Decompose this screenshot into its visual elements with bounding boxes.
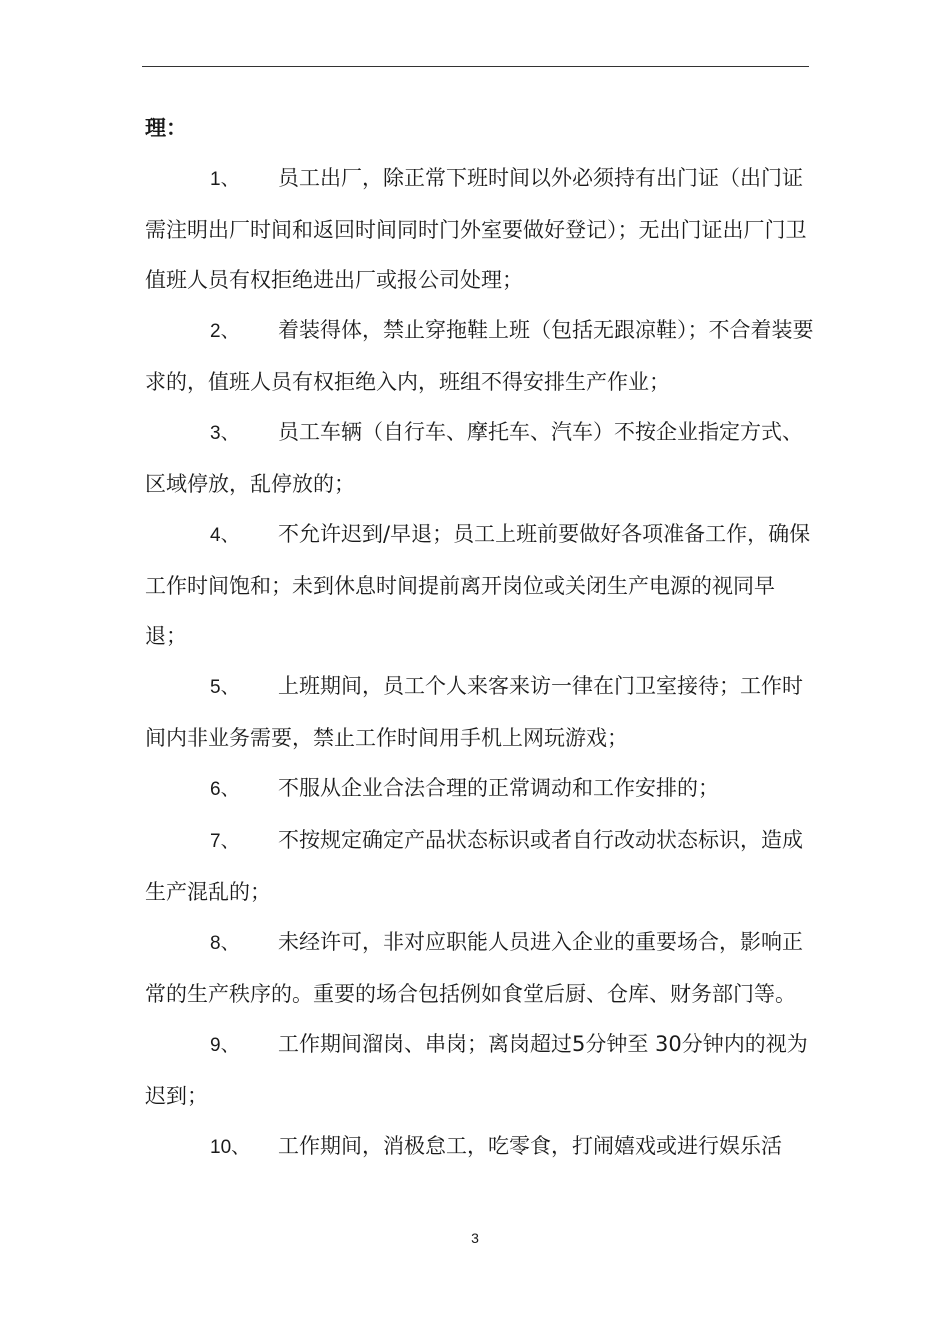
list-item bbox=[145, 153, 815, 305]
list-item bbox=[145, 407, 815, 509]
list-item bbox=[145, 815, 815, 917]
list-item bbox=[145, 1121, 815, 1173]
header-rule bbox=[142, 66, 809, 67]
item-text: 员工出厂，除正常下班时间以外必须持有出门证（出门证需注明出厂时间和返回时间同时门外室要做好登记）；无出门证出厂门卫值班人员有权拒绝进出厂或报公司处理； bbox=[145, 166, 807, 292]
item-text: 工作期间，消极怠工，吃零食，打闹嬉戏或进行娱乐活 bbox=[278, 1134, 782, 1158]
item-number: 7、 bbox=[210, 831, 240, 852]
section-heading: 理： bbox=[145, 116, 187, 140]
item-text: 不服从企业合法合理的正常调动和工作安排的； bbox=[278, 776, 719, 800]
item-number: 1、 bbox=[210, 169, 240, 190]
page-number: 3 bbox=[471, 1230, 479, 1246]
item-number: 5、 bbox=[210, 677, 240, 698]
item-number: 8、 bbox=[210, 933, 240, 954]
document-body bbox=[145, 103, 815, 1173]
list-item bbox=[145, 509, 815, 661]
item-number: 10、 bbox=[210, 1137, 251, 1158]
item-text: 着装得体，禁止穿拖鞋上班（包括无跟凉鞋）；不合着装要求的，值班人员有权拒绝入内，班组不得安排生产作业； bbox=[145, 318, 814, 394]
item-text: 不允许迟到/早退；员工上班前要做好各项准备工作，确保工作时间饱和；未到休息时间提前离开岗位或关闭生产电源的视同早退； bbox=[145, 522, 811, 648]
item-number: 4、 bbox=[210, 525, 240, 546]
list-item bbox=[145, 661, 815, 763]
item-number: 9、 bbox=[210, 1035, 240, 1056]
item-text: 员工车辆（自行车、摩托车、汽车）不按企业指定方式、区域停放，乱停放的； bbox=[145, 420, 803, 496]
list-item bbox=[145, 305, 815, 407]
list-item bbox=[145, 917, 815, 1019]
item-text: 上班期间，员工个人来客来访一律在门卫室接待；工作时间内非业务需要，禁止工作时间用手机上网玩游戏； bbox=[145, 674, 803, 750]
item-number: 3、 bbox=[210, 423, 240, 444]
item-number: 2、 bbox=[210, 321, 240, 342]
item-text: 不按规定确定产品状态标识或者自行改动状态标识，造成生产混乱的； bbox=[145, 828, 803, 904]
item-number: 6、 bbox=[210, 779, 240, 800]
item-text: 工作期间溜岗、串岗；离岗超过5分钟至 30分钟内的视为迟到； bbox=[145, 1032, 808, 1108]
item-text: 未经许可，非对应职能人员进入企业的重要场合，影响正常的生产秩序的。重要的场合包括例如食堂后厨、仓库、财务部门等。 bbox=[145, 930, 803, 1006]
list-item bbox=[145, 1019, 815, 1121]
list-item bbox=[145, 763, 815, 815]
